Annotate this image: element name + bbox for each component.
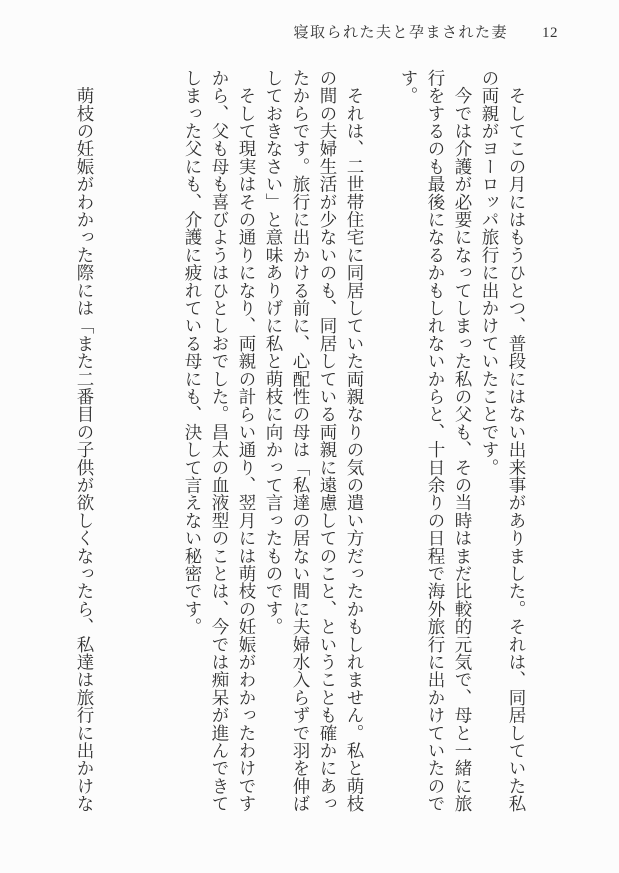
paragraph-4: そして現実はその通りになり、両親の計らい通り、翌月には萌枝の妊娠がわかったわけですから、父も母も喜びようはひとしおでした。昌太の血液型のことは、今では痴呆が進んできてしまった父にも、介護に疲れている母にも、決して言えない秘密です。 <box>183 69 257 813</box>
paragraph-3: それは、二世帯住宅に同居していた両親なりの気の遣い方だったかもしれません。私と萌枝の間の夫婦生活が少ないのも、同居している両親に遠慮してのこと、ということも確かにあったからです。旅行に出かける前に、心配性の母は「私達の居ない間に夫婦水入らずで羽を伸ばしておきなさい」と意味ありげに私と萌枝に向かって言ったものです。 <box>264 69 365 813</box>
paragraph-5: 萌枝の妊娠がわかった際には「また二番目の子供が欲しくなったら、私達は旅行に出かけな <box>75 69 95 813</box>
paragraph-1: そしてこの月にはもうひとつ、普段にはない出来事がありました。それは、同居していた私の両親がヨーロッパ旅行に出かけていたことです。 <box>480 69 527 813</box>
page-header <box>0 24 558 42</box>
paragraph-2: 今では介護が必要になってしまった私の父も、その当時はまだ比較的元気で、母と一緒に旅行をするのも最後になるかもしれないからと、十日余りの日程で海外旅行に出かけていたのです。 <box>399 69 473 813</box>
book-title: 寝取られた夫と孕まされた妻 <box>293 25 508 41</box>
text-body <box>68 69 530 814</box>
page-number: 12 <box>542 25 558 41</box>
